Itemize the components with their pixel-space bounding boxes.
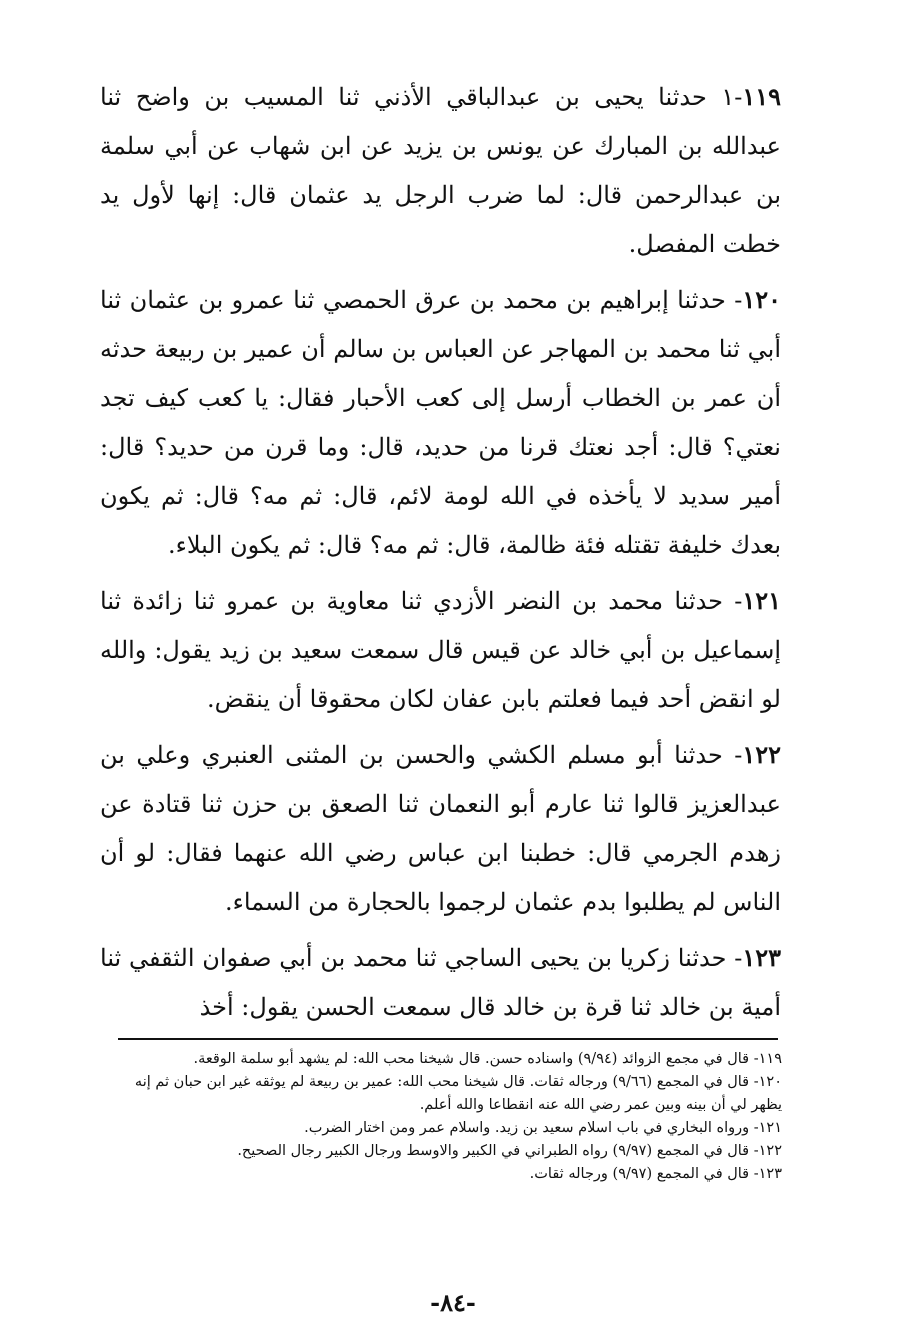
footnote-divider: [118, 1038, 778, 1040]
main-text: [100, 72, 781, 1038]
hadith-mark: -: [734, 587, 743, 615]
footnote-121: ١٢١- ورواه البخاري في باب اسلام سعيد بن زيد. واسلام عمر ومن اختار الضرب.: [304, 1120, 782, 1136]
hadith-number: ١٢١: [742, 586, 781, 615]
hadith-text: حدثنا محمد بن النضر الأزدي ثنا معاوية بن عمرو ثنا زائدة ثنا إسماعيل بن أبي خالد عن قيس قال سمعت سعيد بن زيد يقول: والله لو انقض أحد فيما فعلتم بابن عفان لكان محقوقا أن ينقض.: [100, 587, 781, 713]
hadith-mark: -: [734, 944, 743, 972]
footnote-119: ١١٩- قال في مجمع الزوائد (٩/٩٤) واسناده حسن. قال شيخنا محب الله: لم يشهد أبو سلمة الوقعة.: [193, 1051, 782, 1067]
footnote-122: ١٢٢- قال في المجمع (٩/٩٧) رواه الطبراني في الكبير والاوسط ورجال الكبير رجال الصحيح.: [237, 1143, 782, 1159]
footnotes: [110, 1048, 782, 1186]
hadith-number: ١١٩: [742, 82, 781, 111]
hadith-mark: -١: [721, 83, 743, 111]
footnote-123: ١٢٣- قال في المجمع (٩/٩٧) ورجاله ثقات.: [529, 1166, 782, 1182]
footnote-120: ١٢٠- قال في المجمع (٩/٦٦) ورجاله ثقات. قال شيخنا محب الله: عمير بن ربيعة لم يوثقه غير ابن حبان ثم إنه يظهر لي أن بينه وبين عمر رضي الله عنه انقطاعا والله أعلم.: [134, 1074, 782, 1113]
hadith-number: ١٢٠: [742, 285, 781, 314]
hadith-number: ١٢٢: [742, 740, 781, 769]
page-number: -٨٤-: [430, 1288, 476, 1317]
hadith-mark: -: [734, 286, 743, 314]
hadith-paragraph-119: [100, 72, 781, 269]
hadith-paragraph-123: [100, 933, 781, 1032]
hadith-number: ١٢٣: [742, 943, 781, 972]
hadith-text: حدثنا إبراهيم بن محمد بن عرق الحمصي ثنا عمرو بن عثمان ثنا أبي ثنا محمد بن المهاجر عن العباس بن سالم أن عمير بن ربيعة حدثه أن عمر بن الخطاب أرسل إلى كعب الأحبار فقال: يا كعب كيف تجد نعتي؟ قال: أجد نعتك قرنا من حديد، قال: وما قرن من حديد؟ قال: أمير سديد لا يأخذه في الله لومة لائم، قال: ثم مه؟ قال: ثم يكون بعدك خليفة تقتله فئة ظالمة، قال: ثم مه؟ قال: ثم يكون البلاء.: [100, 286, 781, 559]
hadith-mark: -: [734, 741, 743, 769]
hadith-text: حدثنا زكريا بن يحيى الساجي ثنا محمد بن أبي صفوان الثقفي ثنا أمية بن خالد ثنا قرة بن خالد قال سمعت الحسن يقول: أخذ: [100, 944, 781, 1021]
hadith-paragraph-120: [100, 275, 781, 570]
hadith-paragraph-122: [100, 730, 781, 927]
hadith-text: حدثنا يحيى بن عبدالباقي الأذني ثنا المسيب بن واضح ثنا عبدالله بن المبارك عن يونس بن يزيد عن ابن شهاب عن أبي سلمة بن عبدالرحمن قال: لما ضرب الرجل يد عثمان قال: إنها لأول يد خطت المفصل.: [100, 83, 781, 258]
hadith-paragraph-121: [100, 576, 781, 724]
hadith-text: حدثنا أبو مسلم الكشي والحسن بن المثنى العنبري وعلي بن عبدالعزيز قالوا ثنا عارم أبو النعمان ثنا الصعق بن حزن ثنا قتادة عن زهدم الجرمي قال: خطبنا ابن عباس رضي الله عنهما فقال: لو أن الناس لم يطلبوا بدم عثمان لرجموا بالحجارة من السماء.: [100, 741, 781, 916]
